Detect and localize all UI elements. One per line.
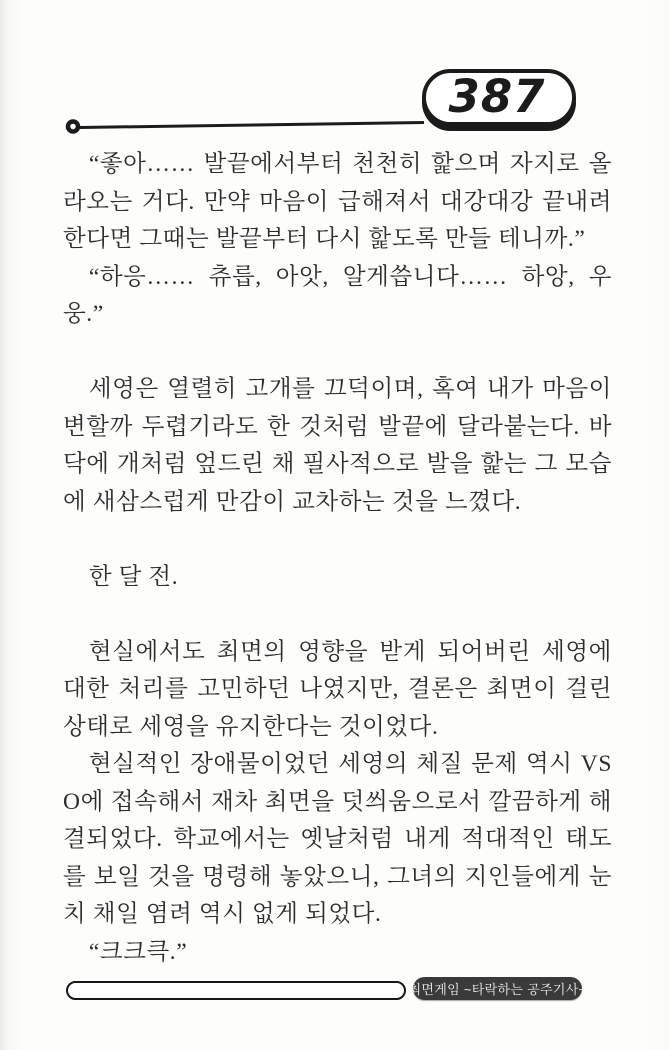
paragraph-narration: 현실적인 장애물이었던 세영의 체질 문제 역시 VSO에 접속해서 재차 최면을 덧씌움으로서 깔끔하게 해결되었다. 학교에서는 옛날처럼 내게 적대적인 태도를 보일 것을 명령해 놓았으니, 그녀의 지인들에게 눈치 채일 염려 역시 없게 되었다. (63, 751, 612, 927)
paragraph-dialogue: “크크큭.” (88, 938, 188, 965)
line-end-ring-icon (68, 122, 78, 132)
paragraph-narration: 한 달 전. (88, 563, 179, 590)
header-rule-line (80, 123, 424, 128)
paragraph-narration: 세영은 열렬히 고개를 끄덕이며, 혹여 내가 마음이 변할까 두렵기라도 한 것처럼 발끝에 달라붙는다. 바닥에 개처럼 엎드린 채 필사적으로 발을 핥는 그 모습에 새삼스럽게 만감이 교차하는 것을 느꼈다. (63, 376, 612, 515)
page-number: 387 (448, 69, 546, 123)
paragraph-narration: 현실에서도 최면의 영향을 받게 되어버린 세영에 대한 처리를 고민하던 나였지만, 결론은 최면이 걸린 상태로 세영을 유지한다는 것이었다. (63, 638, 612, 740)
page-number-badge (422, 69, 576, 126)
header-rule (0, 0, 670, 150)
paragraph-dialogue: “하응…… 츄릅, 아앗, 알게씁니다…… 하앙, 우웅.” (63, 263, 612, 327)
text-body (63, 146, 612, 971)
paragraph-dialogue: “좋아…… 발끝에서부터 천천히 핥으며 자지로 올라오는 거다. 만약 마음이 급해져서 대강대강 끝내려 한다면 그때는 발끝부터 다시 핥도록 만들 테니까.” (63, 151, 612, 252)
book-title: 최면게임 ~타락하는 공주기사~ (408, 982, 587, 997)
book-title-badge (408, 977, 587, 1000)
footer-bar (66, 981, 406, 1000)
